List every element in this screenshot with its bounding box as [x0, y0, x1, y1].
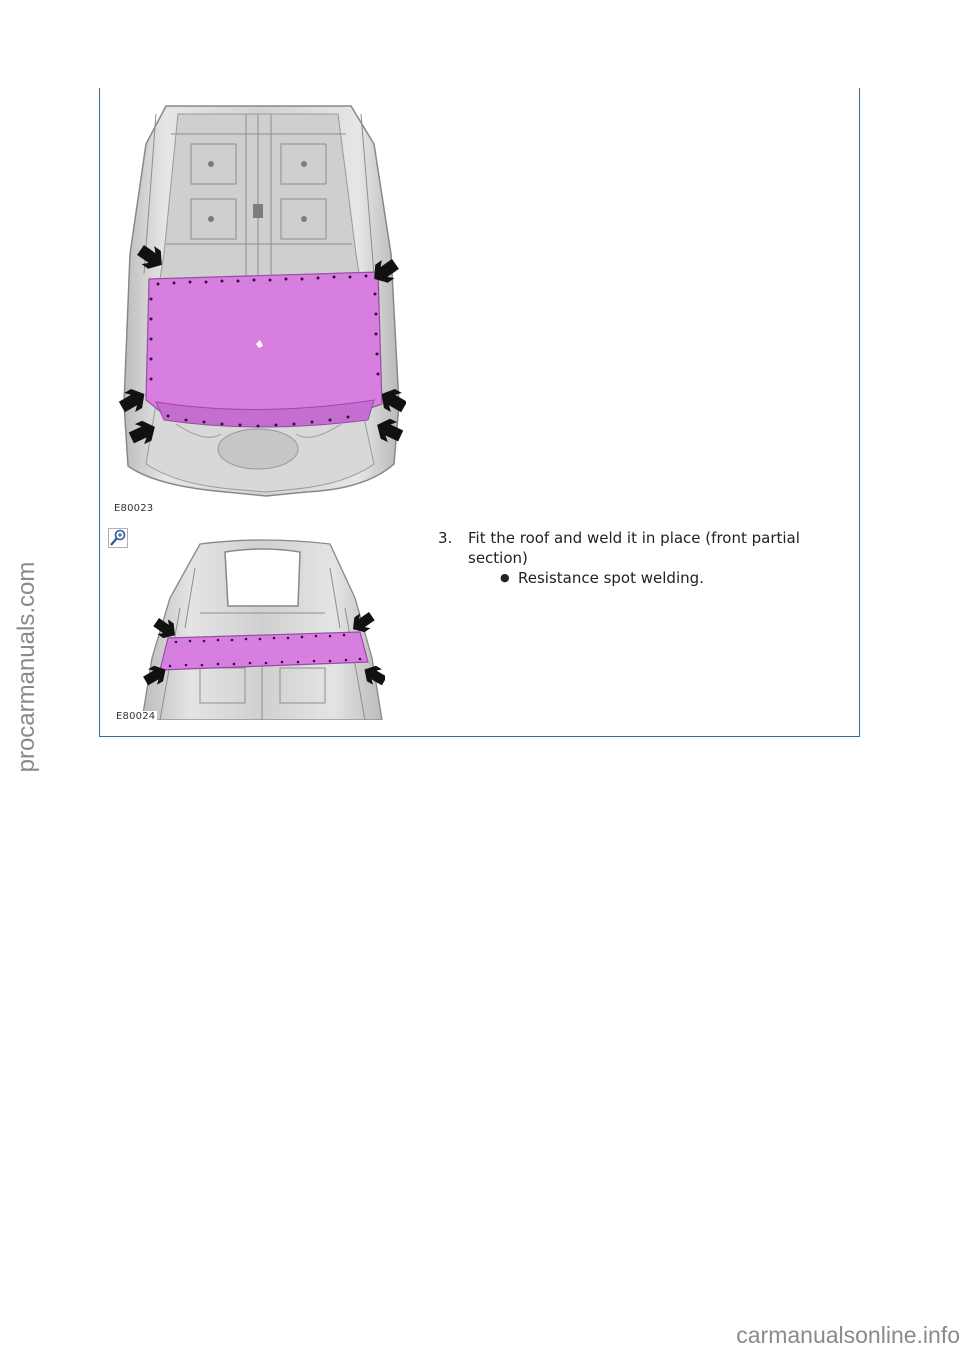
figure-code-top: E80023 [114, 503, 154, 514]
watermark-side: procarmanuals.com [13, 561, 40, 773]
step-text: Fit the roof and weld it in place (front partial section) [468, 529, 800, 567]
front-partial-section-illustration [140, 538, 385, 720]
zoom-in-icon[interactable] [108, 528, 128, 548]
bullet-text: Resistance spot welding. [518, 569, 704, 587]
figure-code-bottom: E80024 [116, 711, 156, 722]
figure-front-partial-section [140, 538, 385, 720]
figure-roof-panel [116, 104, 406, 499]
watermark-bottom: carmanualsonline.info [736, 1322, 960, 1348]
bullet-icon: ● [500, 571, 510, 584]
roof-panel-illustration [116, 104, 406, 499]
step-number: 3. [438, 529, 453, 547]
